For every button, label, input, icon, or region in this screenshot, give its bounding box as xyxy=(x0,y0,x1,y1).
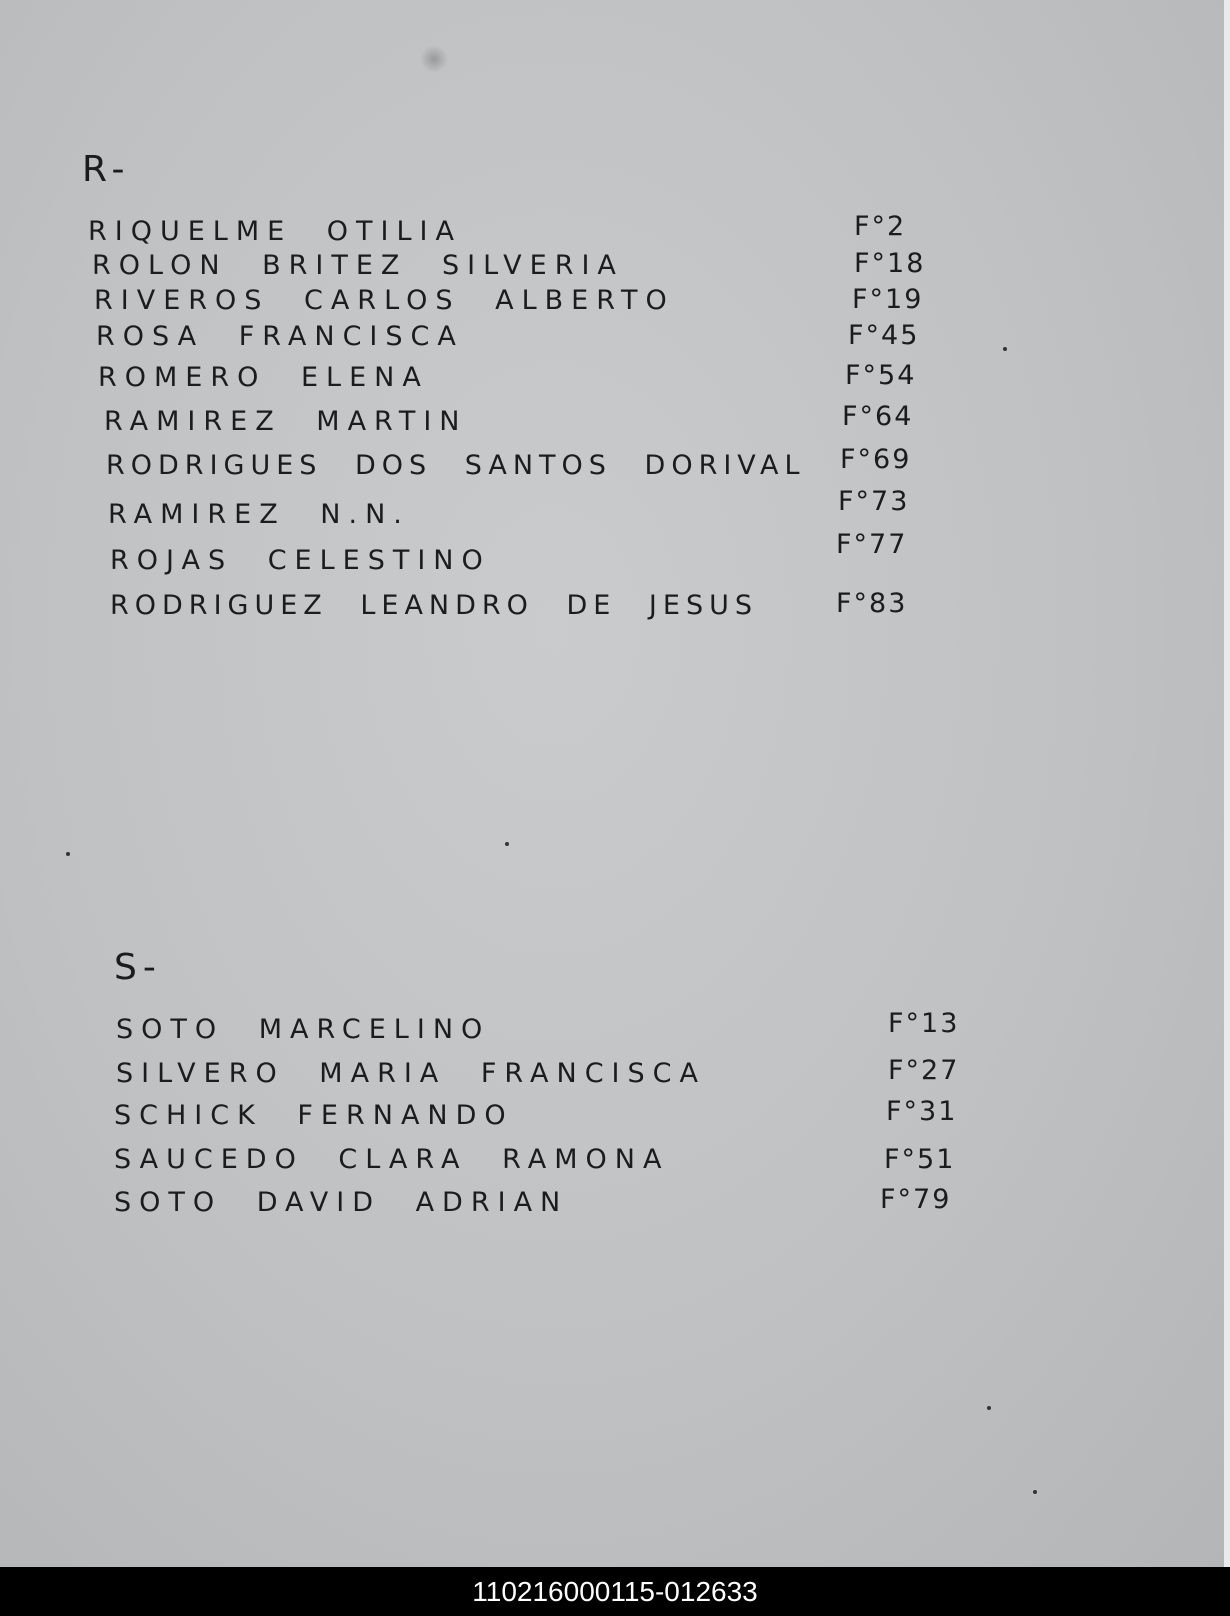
entry-folio: F°18 xyxy=(854,248,926,279)
entry-name: ROSA FRANCISCA xyxy=(96,321,464,352)
ink-speck xyxy=(1003,347,1007,351)
entry-name: SAUCEDO CLARA RAMONA xyxy=(114,1144,670,1175)
ink-speck xyxy=(66,852,70,856)
entry-folio: F°19 xyxy=(852,284,924,315)
document-id: 110216000115-012633 xyxy=(472,1575,758,1607)
entry-name: RODRIGUES DOS SANTOS DORIVAL xyxy=(106,450,806,481)
entry-folio: F°69 xyxy=(840,444,912,475)
entry-name: RIQUELME OTILIA xyxy=(88,216,462,247)
entry-name: SCHICK FERNANDO xyxy=(114,1100,514,1131)
entry-folio: F°54 xyxy=(845,360,917,391)
entry-name: RIVEROS CARLOS ALBERTO xyxy=(94,285,675,316)
entry-folio: F°45 xyxy=(848,320,920,351)
entry-folio: F°31 xyxy=(886,1096,958,1127)
ink-speck xyxy=(1033,1490,1037,1494)
entry-name: SOTO MARCELINO xyxy=(116,1014,491,1045)
ink-speck xyxy=(505,842,509,846)
document-id-bar xyxy=(0,1567,1230,1616)
entry-name: SOTO DAVID ADRIAN xyxy=(114,1187,569,1218)
entry-name: RAMIREZ N.N. xyxy=(108,499,410,530)
section-heading-r: R- xyxy=(82,149,131,190)
entry-name: ROJAS CELESTINO xyxy=(110,545,491,576)
smudge-mark xyxy=(420,45,448,73)
entry-folio: F°13 xyxy=(888,1008,960,1039)
entry-folio: F°73 xyxy=(838,486,910,517)
entry-name: ROLON BRITEZ SILVERIA xyxy=(92,250,624,281)
entry-name: RAMIREZ MARTIN xyxy=(104,406,468,437)
entry-folio: F°27 xyxy=(888,1055,960,1086)
entry-folio: F°79 xyxy=(880,1184,952,1215)
entry-folio: F°51 xyxy=(884,1144,956,1175)
entry-folio: F°2 xyxy=(854,211,907,242)
section-heading-s: S- xyxy=(114,947,162,988)
entry-name: SILVERO MARIA FRANCISCA xyxy=(116,1058,706,1089)
entry-folio: F°64 xyxy=(842,401,914,432)
entry-folio: F°77 xyxy=(836,529,908,560)
ink-speck xyxy=(987,1406,991,1410)
entry-name: RODRIGUEZ LEANDRO DE JESUS xyxy=(110,590,758,621)
entry-name: ROMERO ELENA xyxy=(98,362,429,393)
entry-folio: F°83 xyxy=(836,588,908,619)
